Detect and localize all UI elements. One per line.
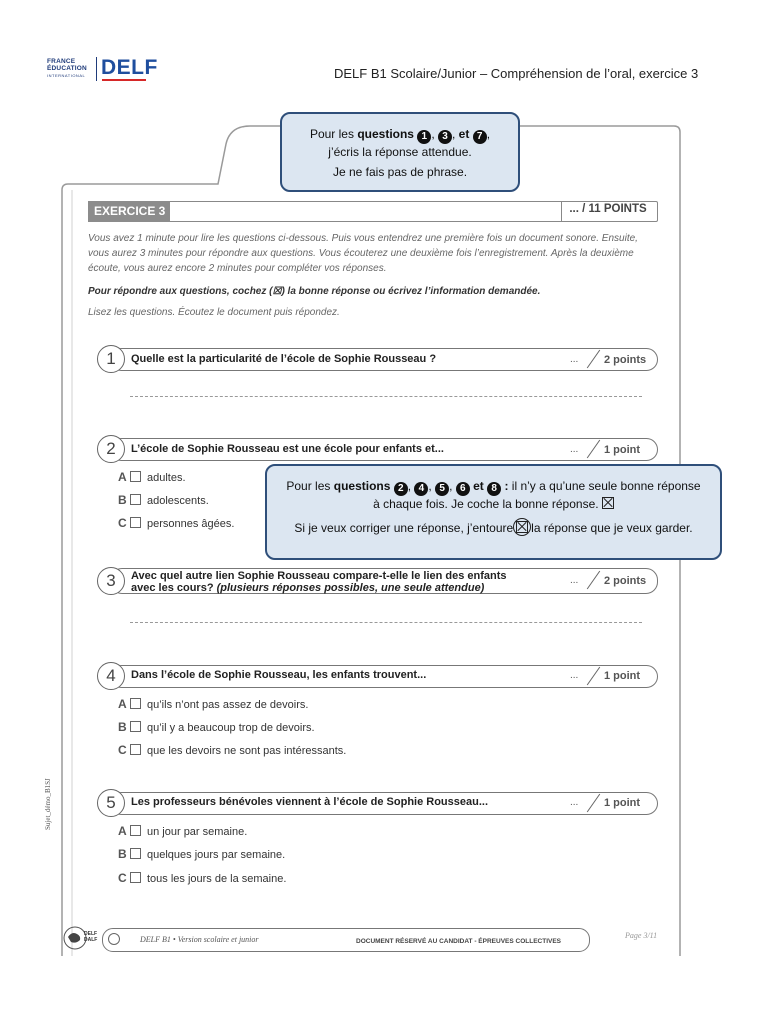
- document-title: DELF B1 Scolaire/Junior – Compréhension de l’oral, exercice 3: [334, 66, 699, 81]
- question-4-score-dots: ...: [570, 670, 579, 681]
- delf-logo-underline: [102, 79, 146, 81]
- callout-mid-text-2a: Si je veux corriger une réponse, j’entoure: [294, 521, 514, 535]
- answer-instruction: Pour répondre aux questions, cochez (☒) la bonne réponse ou écrivez l’information demandée.: [88, 286, 541, 297]
- logo-line-3: INTERNATIONAL: [47, 73, 86, 78]
- question-3-text: [131, 570, 507, 594]
- callout-mid-para-2: [285, 518, 702, 536]
- question-4-option-b[interactable]: [118, 720, 315, 734]
- question-5-text: Les professeurs bénévoles viennent à l’école de Sophie Rousseau...: [131, 796, 489, 808]
- number-6-icon: 6: [456, 482, 470, 496]
- option-text: tous les jours de la semaine.: [147, 873, 287, 885]
- checkbox[interactable]: [130, 825, 141, 836]
- checkbox[interactable]: [130, 872, 141, 883]
- callout-written-answers: [280, 112, 520, 192]
- number-4-icon: 4: [414, 482, 428, 496]
- option-text: adultes.: [147, 472, 186, 484]
- callout-mid-para-1: Pour les questions 2 , 4 , 5 , 6 et 8 : il n’y a qu’une seule bonne réponse à chaque fois. Je coche la bonne réponse.: [286, 479, 701, 511]
- question-4-option-a[interactable]: [118, 697, 308, 711]
- question-4-text: Dans l’école de Sophie Rousseau, les enfants trouvent...: [131, 669, 427, 681]
- checkbox[interactable]: [130, 744, 141, 755]
- callout-mid-colon: :: [501, 479, 509, 493]
- logo-line-1: FRANCE: [47, 58, 76, 65]
- checkbox[interactable]: [130, 494, 141, 505]
- question-2-text: L’école de Sophie Rousseau est une école pour enfants et...: [131, 443, 444, 455]
- listen-instruction: Lisez les questions. Écoutez le document puis répondez.: [88, 307, 340, 318]
- footer-logo-delf: DELF: [84, 931, 98, 937]
- footer-document-notice: DOCUMENT RÉSERVÉ AU CANDIDAT - ÉPREUVES COLLECTIVES: [356, 938, 562, 945]
- exercise-label: EXERCICE 3: [88, 201, 170, 222]
- page-number: Page 3/11: [625, 931, 658, 940]
- option-text: un jour par semaine.: [147, 826, 248, 838]
- option-text: personnes âgées.: [147, 518, 235, 530]
- question-5-points: 1 point: [604, 797, 641, 809]
- question-4-option-c[interactable]: [118, 743, 346, 757]
- option-letter: B: [118, 720, 127, 734]
- checked-box-icon: [602, 497, 614, 509]
- circled-checked-box-icon: [513, 518, 531, 536]
- option-letter: A: [118, 697, 127, 711]
- option-letter: B: [118, 493, 127, 507]
- option-letter: B: [118, 847, 127, 861]
- callout-top-pre: Pour les: [309, 127, 358, 141]
- callout-mid-bold: questions: [333, 479, 394, 493]
- question-5-score-dots: ...: [570, 797, 579, 808]
- checkbox[interactable]: [130, 517, 141, 528]
- question-5-option-b[interactable]: [118, 847, 285, 861]
- question-1-number: 1: [97, 345, 125, 373]
- question-3-score-dots: ...: [570, 575, 579, 586]
- question-1-score-dots: ...: [570, 354, 579, 365]
- checkbox[interactable]: [130, 471, 141, 482]
- question-3-line-2: [131, 582, 507, 594]
- footer-logo-text: [84, 932, 97, 943]
- number-5-icon: 5: [435, 482, 449, 496]
- callout-single-choice: [265, 464, 722, 560]
- question-5-option-c[interactable]: [118, 871, 286, 885]
- question-4-number: 4: [97, 662, 125, 690]
- callout-top-line-2: j’écris la réponse attendue.: [328, 145, 472, 159]
- question-2-option-a[interactable]: [118, 470, 186, 484]
- option-letter: C: [118, 871, 127, 885]
- callout-mid-and: et: [473, 479, 484, 493]
- number-8-icon: 8: [487, 482, 501, 496]
- number-1-icon: 1: [417, 130, 431, 144]
- france-education-logo: [47, 58, 99, 79]
- exercise-instructions: Vous avez 1 minute pour lire les questions ci-dessous. Puis vous entendrez une première fois un document sonore. Ensuite, vous aurez 3 minutes pour répondre aux questions. Vous écouterez une deuxième fois l’enregistrement. Après la deuxième écoute, vous aurez encore 2 minutes pour compléter vos réponses.: [88, 233, 638, 274]
- option-letter: C: [118, 516, 127, 530]
- number-7-icon: 7: [473, 130, 487, 144]
- checkbox[interactable]: [130, 698, 141, 709]
- callout-mid-text-2b: la réponse que je veux garder.: [531, 521, 693, 535]
- question-3-number: 3: [97, 567, 125, 595]
- side-label: Sujet_démo_B1SJ: [44, 778, 52, 830]
- option-text: adolescents.: [147, 495, 209, 507]
- callout-mid-text-1: il n’y a qu’une seule bonne réponse à chaque fois. Je coche la bonne réponse.: [373, 479, 701, 511]
- question-2-number: 2: [97, 435, 125, 463]
- footer-circle-icon: [108, 933, 120, 945]
- question-2-points: 1 point: [604, 444, 641, 456]
- question-3-line-2a: avec les cours?: [131, 582, 217, 594]
- option-letter: C: [118, 743, 127, 757]
- checkbox[interactable]: [130, 848, 141, 859]
- number-3-icon: 3: [438, 130, 452, 144]
- question-5-number: 5: [97, 789, 125, 817]
- option-text: que les devoirs ne sont pas intéressants.: [147, 745, 347, 757]
- exercise-points: ... / 11 POINTS: [569, 203, 647, 215]
- callout-top-line-3: Je ne fais pas de phrase.: [332, 165, 468, 179]
- option-text: quelques jours par semaine.: [147, 849, 286, 861]
- footer-version: DELF B1 • Version scolaire et junior: [140, 935, 259, 944]
- callout-top-line-1: Pour les questions 1 , 3 , et 7 ,: [309, 127, 491, 142]
- question-3-line-2b: (plusieurs réponses possibles, une seule attendue): [216, 582, 485, 594]
- question-2-option-c[interactable]: [118, 516, 234, 530]
- logo-line-2: ÉDUCATION: [47, 65, 87, 72]
- callout-top-and: et: [458, 127, 470, 141]
- option-text: qu’ils n’ont pas assez de devoirs.: [147, 699, 309, 711]
- question-1-points: 2 points: [604, 354, 647, 366]
- callout-top-bold: questions: [357, 127, 418, 141]
- question-3-points: 2 points: [604, 575, 647, 587]
- callout-mid-pre: Pour les: [286, 479, 334, 493]
- question-1-answer-line[interactable]: [130, 396, 642, 397]
- option-text: qu’il y a beaucoup trop de devoirs.: [147, 722, 315, 734]
- number-2-icon: 2: [394, 482, 408, 496]
- question-1-text: Quelle est la particularité de l’école de Sophie Rousseau ?: [131, 353, 437, 365]
- checkbox[interactable]: [130, 721, 141, 732]
- delf-logo: DELF: [101, 56, 158, 79]
- question-5-option-a[interactable]: [118, 824, 247, 838]
- logo-separator: [96, 57, 97, 81]
- question-2-option-b[interactable]: [118, 493, 209, 507]
- option-letter: A: [118, 470, 127, 484]
- question-4-points: 1 point: [604, 670, 641, 682]
- option-letter: A: [118, 824, 127, 838]
- question-3-line-1: Avec quel autre lien Sophie Rousseau compare-t-elle le lien des enfants: [131, 570, 507, 582]
- question-3-answer-line[interactable]: [130, 622, 642, 623]
- footer-logo-dalf: DALF: [84, 936, 98, 943]
- checked-box-icon: [516, 521, 528, 533]
- question-2-score-dots: ...: [570, 444, 579, 455]
